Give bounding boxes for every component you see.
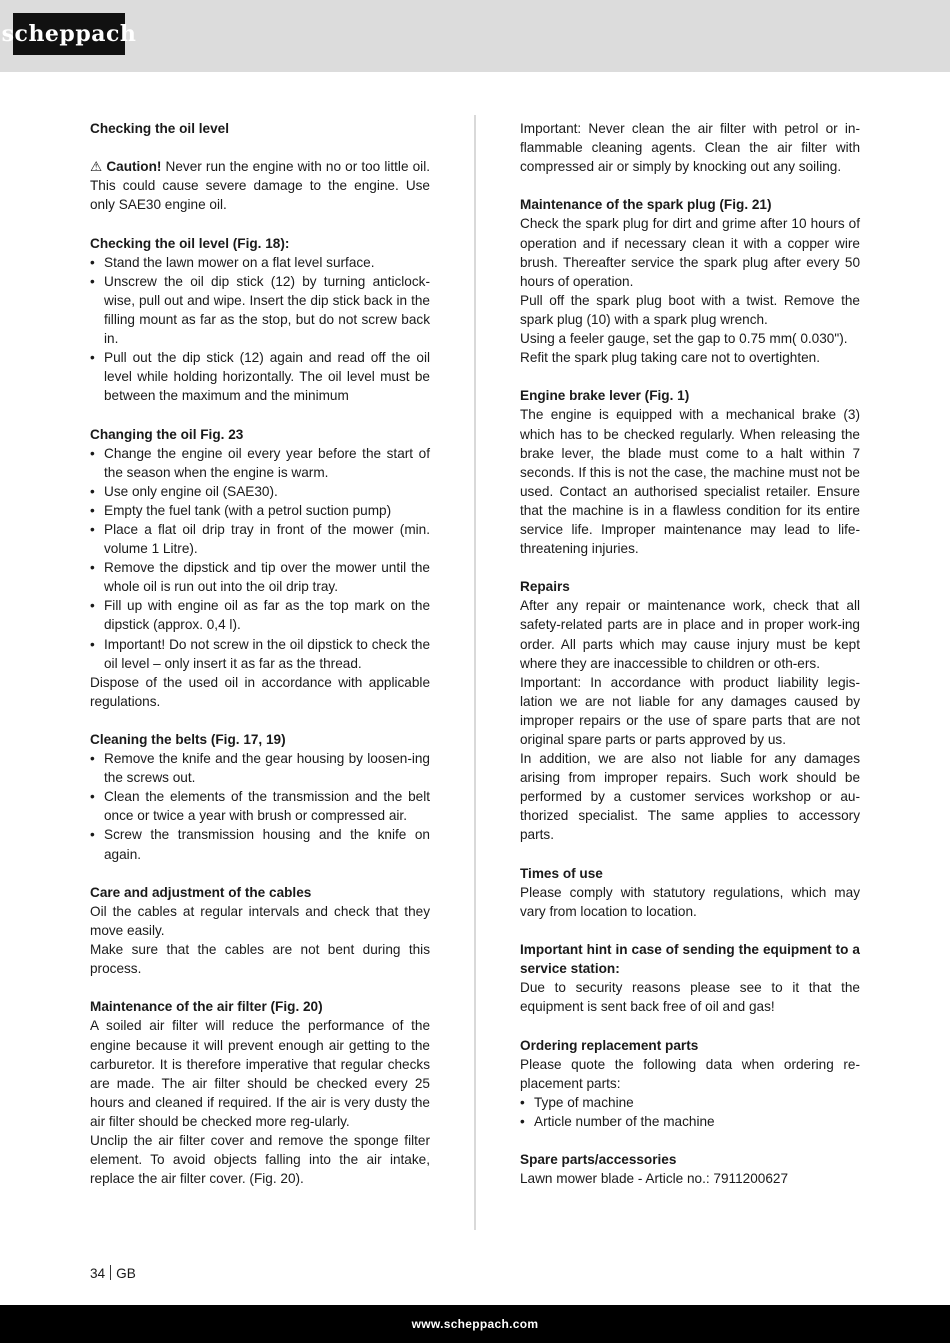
caution-paragraph xyxy=(90,157,430,214)
bullet-icon: • xyxy=(90,254,95,270)
page-separator xyxy=(110,1265,111,1280)
bullet-icon: • xyxy=(90,751,95,767)
list-item: • Place a flat oil drip tray in front of the mower (min. volume 1 Litre). xyxy=(90,521,430,557)
list-item: • Remove the dipstick and tip over the mower until the whole oil is run out into the oil drip tray. xyxy=(90,560,430,595)
section-heading: Care and adjustment of the cables xyxy=(90,884,312,900)
caution-block xyxy=(90,157,430,214)
paragraph: Using a feeler gauge, set the gap to 0.75 mm( 0.030"). xyxy=(520,331,848,347)
section-belts xyxy=(90,730,430,864)
bullet-icon: • xyxy=(90,636,95,652)
section-heading: Changing the oil Fig. 23 xyxy=(90,426,244,442)
right-column xyxy=(520,119,860,1188)
bullet-icon: • xyxy=(520,1094,525,1110)
list-item: • Pull out the dip stick (12) again and read off the oil level while holding horizontally. The oil level must be between the maximum and the minimum xyxy=(90,350,430,404)
list-item: • Empty the fuel tank (with a petrol suction pump) xyxy=(90,501,430,520)
section-heading: Cleaning the belts (Fig. 17, 19) xyxy=(90,732,286,747)
bullet-icon: • xyxy=(90,827,95,843)
footer-band xyxy=(0,1305,950,1343)
section-brake xyxy=(520,386,860,558)
section-repairs xyxy=(520,577,860,844)
paragraph: Refit the spark plug taking care not to overtighten. xyxy=(520,350,820,366)
section-heading: Checking the oil level (Fig. 18): xyxy=(90,235,290,251)
left-column xyxy=(90,119,430,1188)
section-cables xyxy=(90,883,430,978)
section-heading: Repairs xyxy=(520,579,570,595)
paragraph: Pull off the spark plug boot with a twist. Remove the spark plug (10) with a spark plug wrench. xyxy=(520,292,860,327)
section-heading: Checking the oil level xyxy=(90,121,229,136)
warning-triangle-icon: ⚠ xyxy=(90,159,103,175)
list-item: • Stand the lawn mower on a flat level surface. xyxy=(90,253,430,272)
bullet-icon: • xyxy=(90,273,95,289)
section-air-filter-important xyxy=(520,119,860,176)
paragraph: Check the spark plug for dirt and grime after 10 hours of operation and if necessary clean it with a copper wire brush. Thereafter service the spark plug after every 50 hours of operation. xyxy=(520,216,860,289)
page-footer xyxy=(90,1264,136,1283)
bullet-list xyxy=(90,444,430,673)
section-oil-level xyxy=(90,119,430,138)
paragraph: Important: In accordance with product liability legis-lation we are not liable for any damages caused by improper repairs or the use of spare parts that are not original spare parts or parts approved by us. xyxy=(520,674,860,747)
paragraph: A soiled air filter will reduce the performance of the engine because it will prevent enough air getting to the carburetor. It is therefore imperative that regular checks are made. The air filter should be checked every 25 hours and cleaned if required. If the air is very dusty the air filter should be checked more reg-ularly. xyxy=(90,1018,430,1129)
bullet-icon: • xyxy=(90,350,95,366)
caution-label: Caution! xyxy=(106,159,162,175)
bullet-icon: • xyxy=(520,1113,525,1129)
bullet-icon: • xyxy=(90,483,95,499)
column-divider xyxy=(474,115,476,1230)
language-code: GB xyxy=(116,1266,136,1281)
bullet-icon: • xyxy=(90,502,95,518)
paragraph: Lawn mower blade - Article no.: 7911200627 xyxy=(520,1171,789,1187)
paragraph: Oil the cables at regular intervals and check that they move easily. xyxy=(90,903,430,938)
section-heading: Maintenance of the air filter (Fig. 20) xyxy=(90,999,323,1015)
list-item: • Remove the knife and the gear housing by loosen-ing the screws out. xyxy=(90,751,430,786)
paragraph: Unclip the air filter cover and remove the sponge filter element. To avoid objects falling into the air intake, replace the air filter cover. (Fig. 20). xyxy=(90,1132,430,1187)
list-item: • Article number of the machine xyxy=(520,1112,860,1131)
bullet-list xyxy=(520,1093,860,1131)
paragraph: Make sure that the cables are not bent during this process. xyxy=(90,942,430,977)
list-item: • Unscrew the oil dip stick (12) by turning anticlock-wise, pull out and wipe. Insert the dip stick back in the filling mount as far as the stop, but do not screw back in. xyxy=(90,273,430,347)
list-item: • Change the engine oil every year before the start of the season when the engine is warm. xyxy=(90,445,430,480)
list-item: • Use only engine oil (SAE30). xyxy=(90,482,430,501)
section-air-filter xyxy=(90,997,430,1188)
bullet-icon: • xyxy=(90,598,95,614)
paragraph: The engine is equipped with a mechanical brake (3) which has to be checked regularly. When releasing the brake lever, the blade must come to a halt within 7 seconds. If this is not the case, the machine must not be used. Contact an authorised specialist retailer. Ensure that the machine is in a flawless condition for its entire service life. Improper maintenance may lead to life-threatening injuries. xyxy=(520,407,860,557)
scheppach-logo: scheppach xyxy=(13,13,125,55)
section-spare-parts xyxy=(520,1150,860,1188)
section-heading: Spare parts/accessories xyxy=(520,1152,677,1168)
section-check-fig18 xyxy=(90,234,430,406)
list-item: • Clean the elements of the transmission and the belt once or twice a year with brush or compressed air. xyxy=(90,789,430,824)
section-heading: Important hint in case of sending the equipment to a service station: xyxy=(520,942,860,977)
list-item: • Screw the transmission housing and the knife on again. xyxy=(90,827,430,862)
caution-text: Never run the engine with no or too little oil. This could cause severe damage to the engine. Use only SAE30 engine oil. xyxy=(90,159,430,213)
bullet-list xyxy=(90,749,430,864)
paragraph: In addition, we are also not liable for any damages arising from improper repairs. Such work should be performed by a customer services workshop or au-thorized specialist. The same applies to accessory parts. xyxy=(520,751,860,843)
website-link[interactable]: www.scheppach.com xyxy=(411,1317,539,1331)
list-item: • Fill up with engine oil as far as the top mark on the dipstick (approx. 0,4 l). xyxy=(90,598,430,633)
paragraph: Please quote the following data when ordering re-placement parts: xyxy=(520,1056,860,1091)
bullet-icon: • xyxy=(90,560,95,576)
list-item: • Type of machine xyxy=(520,1093,860,1112)
section-ordering xyxy=(520,1036,860,1131)
section-times xyxy=(520,864,860,921)
bullet-icon: • xyxy=(90,789,95,805)
section-spark-plug xyxy=(520,195,860,367)
header-band xyxy=(0,0,950,72)
bullet-icon: • xyxy=(90,521,95,537)
section-changing-oil xyxy=(90,425,430,711)
paragraph: Please comply with statutory regulations, which may vary from location to location. xyxy=(520,884,860,919)
section-service xyxy=(520,940,860,1016)
bullet-icon: • xyxy=(90,445,95,461)
paragraph: Dispose of the used oil in accordance with applicable regulations. xyxy=(90,674,430,709)
section-heading: Maintenance of the spark plug (Fig. 21) xyxy=(520,197,772,213)
section-heading: Times of use xyxy=(520,865,603,881)
paragraph: After any repair or maintenance work, check that all safety-related parts are in place and in proper work-ing order. All parts which may cause injury must be kept where they are inaccessible to children or oth-ers. xyxy=(520,598,860,671)
list-item: • Important! Do not screw in the oil dipstick to check the oil level – only insert it as far as the thread. xyxy=(90,636,430,671)
page-number: 34 xyxy=(90,1266,106,1281)
section-heading: Engine brake lever (Fig. 1) xyxy=(520,388,690,404)
bullet-list xyxy=(90,253,430,406)
section-heading: Ordering replacement parts xyxy=(520,1037,699,1053)
paragraph: Important: Never clean the air filter with petrol or in-flammable cleaning agents. Clean the air filter with compressed air or simply by knocking out any soiling. xyxy=(520,121,860,175)
paragraph: Due to security reasons please see to it that the equipment is sent back free of oil and gas! xyxy=(520,980,860,1015)
